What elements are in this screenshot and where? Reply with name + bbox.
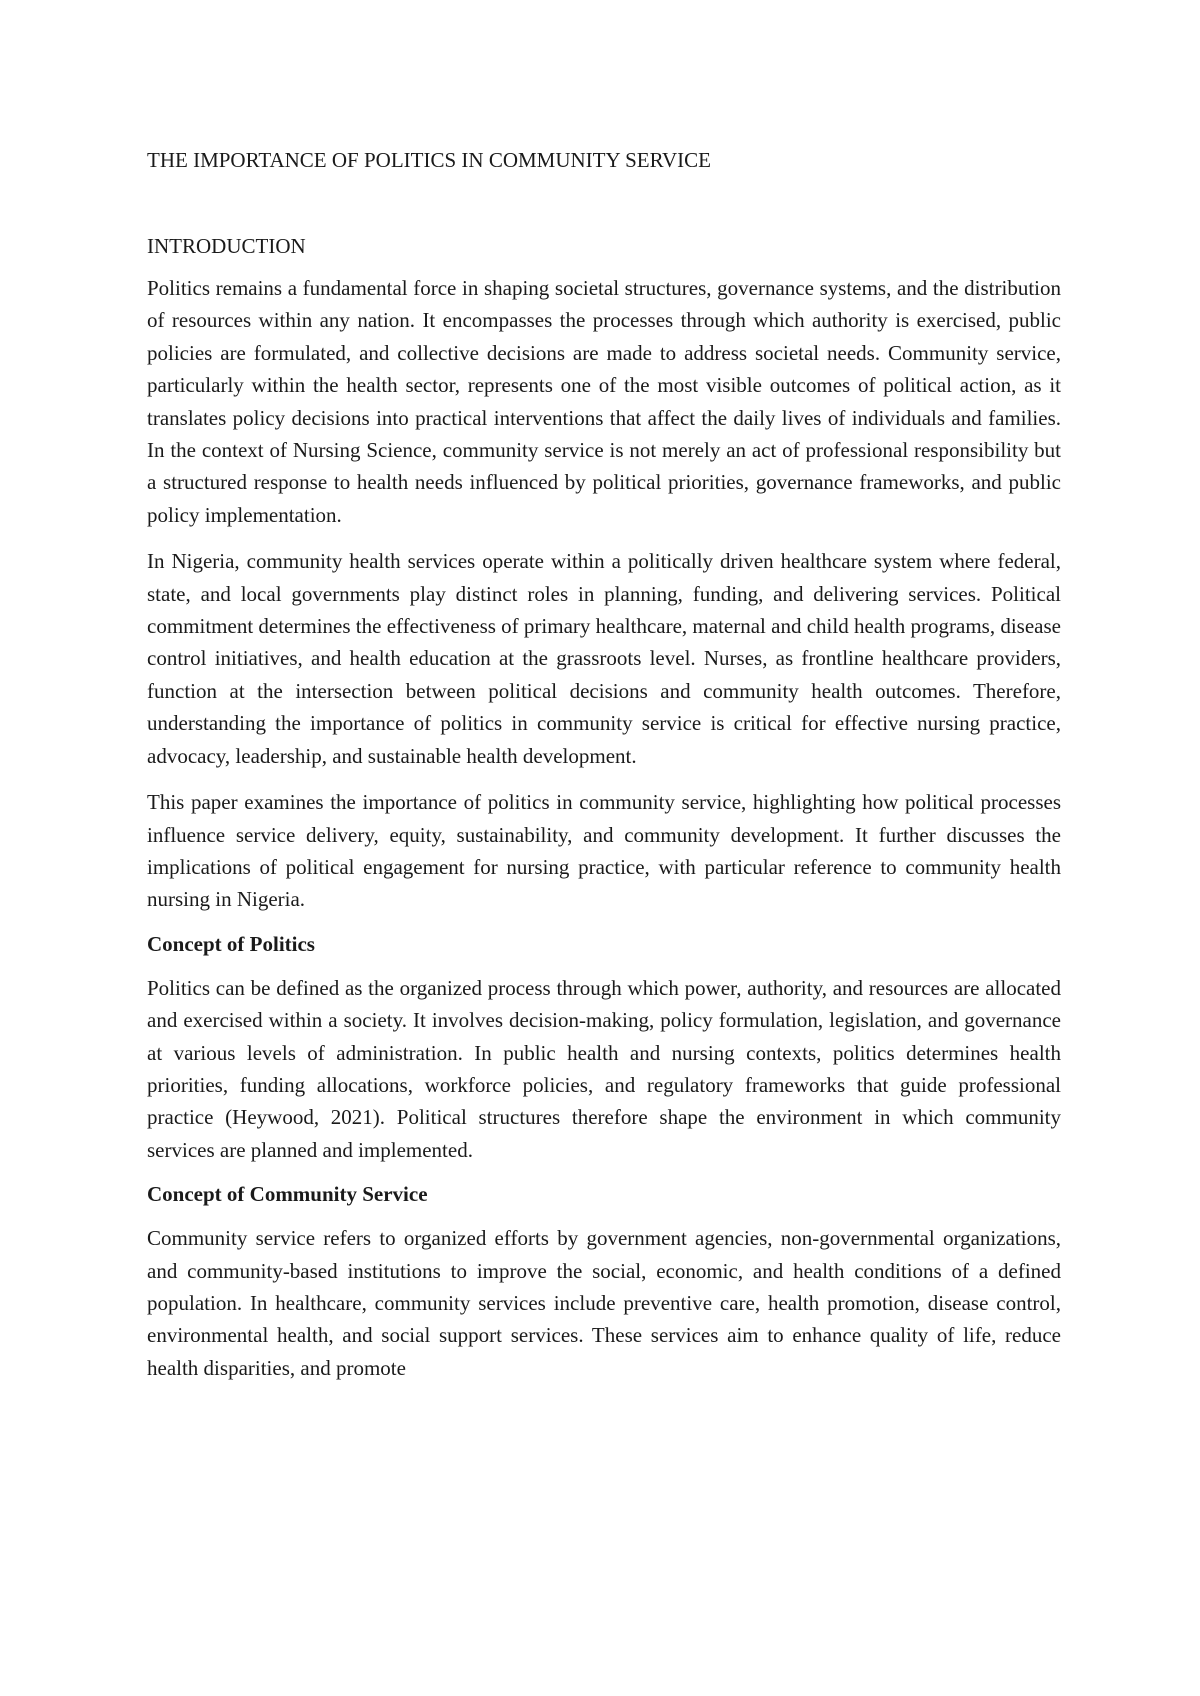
concept-of-politics-heading: Concept of Politics <box>147 931 315 956</box>
document-title: THE IMPORTANCE OF POLITICS IN COMMUNITY SERVICE <box>147 148 711 172</box>
introduction-paragraph-2: In Nigeria, community health services operate within a politically driven healthcare system where federal, state, and local governments play distinct roles in planning, funding, and delivering services. Political commitment determines the effectiveness of primary healthcare, maternal and child health programs, disease control initiatives, and health education at the grassroots level. Nurses, as frontline healthcare providers, function at the intersection between political decisions and community health outcomes. Therefore, understanding the importance of politics in community service is critical for effective nursing practice, advocacy, leadership, and sustainable health development. <box>147 549 1061 768</box>
introduction-paragraph-3: This paper examines the importance of politics in community service, highlighting how political processes influence service delivery, equity, sustainability, and community development. It further discusses the implications of political engagement for nursing practice, with particular reference to community health nursing in Nigeria. <box>147 790 1061 912</box>
concept-of-politics-paragraph: Politics can be defined as the organized process through which power, authority, and resources are allocated and exercised within a society. It involves decision-making, policy formulation, legislation, and governance at various levels of administration. In public health and nursing contexts, politics determines health priorities, funding allocations, workforce policies, and regulatory frameworks that guide professional practice (Heywood, 2021). Political structures therefore shape the environment in which community services are planned and implemented. <box>147 975 1061 1162</box>
concept-of-community-service-paragraph: Community service refers to organized efforts by government agencies, non-governmental organizations, and community-based institutions to improve the social, economic, and health conditions of a defined population. In healthcare, community services include preventive care, health promotion, disease control, environmental health, and social support services. These services aim to enhance quality of life, reduce health disparities, and promote <box>147 1226 1061 1380</box>
introduction-paragraph-1: Politics remains a fundamental force in shaping societal structures, governance systems, and the distribution of resources within any nation. It encompasses the processes through which authority is exercised, public policies are formulated, and collective decisions are made to address societal needs. Community service, particularly within the health sector, represents one of the most visible outcomes of political action, as it translates policy decisions into practical interventions that affect the daily lives of individuals and families. In the context of Nursing Science, community service is not merely an act of professional responsibility but a structured response to health needs influenced by political priorities, governance frameworks, and public policy implementation. <box>147 276 1061 527</box>
concept-of-community-service-heading: Concept of Community Service <box>147 1182 428 1207</box>
document-body <box>147 146 1061 1384</box>
introduction-heading: INTRODUCTION <box>147 234 306 258</box>
